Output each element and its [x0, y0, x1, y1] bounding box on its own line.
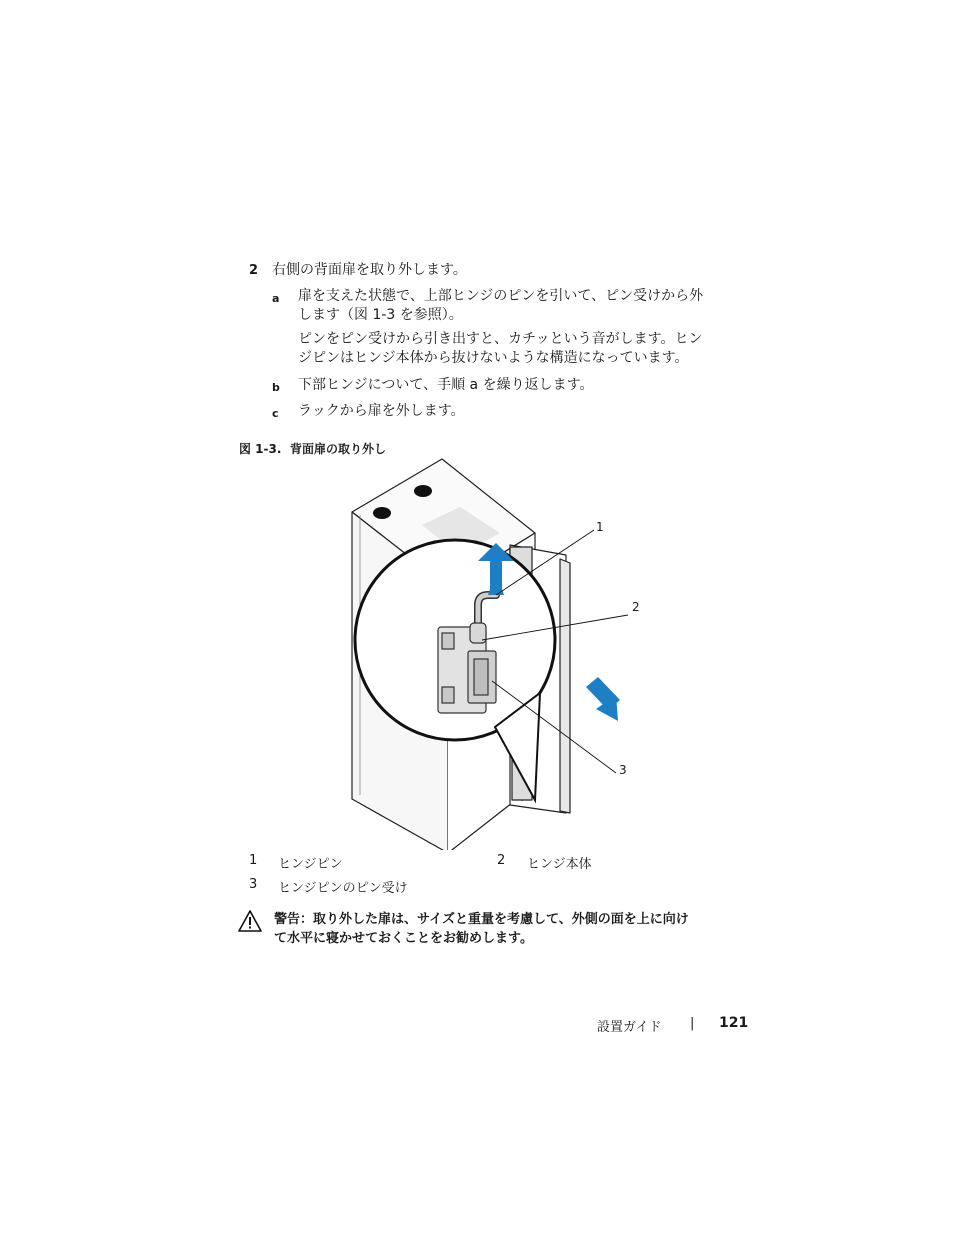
substep-a-note-line-1: ピンをピン受けから引き出すと、カチッという音がします。ヒン [298, 331, 703, 347]
legend-num-3: 3 [249, 877, 258, 892]
substep-a-line-1: 扉を支えた状態で、上部ヒンジのピンを引いて、ピン受けから外 [298, 288, 704, 304]
legend-num-2: 2 [497, 853, 506, 868]
substep-a-letter: a [272, 292, 280, 305]
rack-top-hole-icon [414, 485, 432, 497]
rack-door-removal-illustration [330, 455, 650, 850]
warning-line-2: て水平に寝かせておくことをお勧めします。 [274, 931, 533, 946]
substep-b-letter: b [272, 381, 280, 394]
legend-num-1: 1 [249, 853, 258, 868]
page-number: 121 [719, 1015, 749, 1031]
pin-receiver-icon [468, 651, 496, 703]
legend-text-2: ヒンジ本体 [527, 857, 592, 872]
step-text: 右側の背面扉を取り外します。 [272, 262, 467, 278]
footer-section: 設置ガイド [597, 1020, 662, 1035]
substep-b-line: 下部ヒンジについて、手順 a を繰り返します。 [298, 377, 594, 393]
callout-2: 2 [632, 600, 640, 614]
remove-door-arrow-icon [586, 677, 620, 721]
substep-a-note-line-2: ジピンはヒンジ本体から抜けないような構造になっています。 [298, 350, 689, 366]
callout-1: 1 [596, 520, 604, 534]
figure-label: 図 1-3. [239, 442, 282, 456]
substep-c-line: ラックから扉を外します。 [298, 403, 465, 419]
step-number: 2 [249, 263, 259, 278]
legend-text-1: ヒンジピン [278, 857, 343, 872]
warning-triangle-icon [238, 910, 262, 932]
callout-3: 3 [619, 763, 627, 777]
footer-separator: | [690, 1016, 695, 1031]
legend-text-3: ヒンジピンのピン受け [278, 881, 408, 896]
substep-a-line-2: します（図 1-3 を参照）。 [298, 307, 463, 323]
figure-title: 背面扉の取り外し [290, 442, 387, 456]
substep-c-letter: c [272, 407, 279, 420]
rack-top-hole-icon [373, 507, 391, 519]
warning-line-1: 警告：取り外した扉は、サイズと重量を考慮して、外側の面を上に向け [274, 912, 689, 927]
